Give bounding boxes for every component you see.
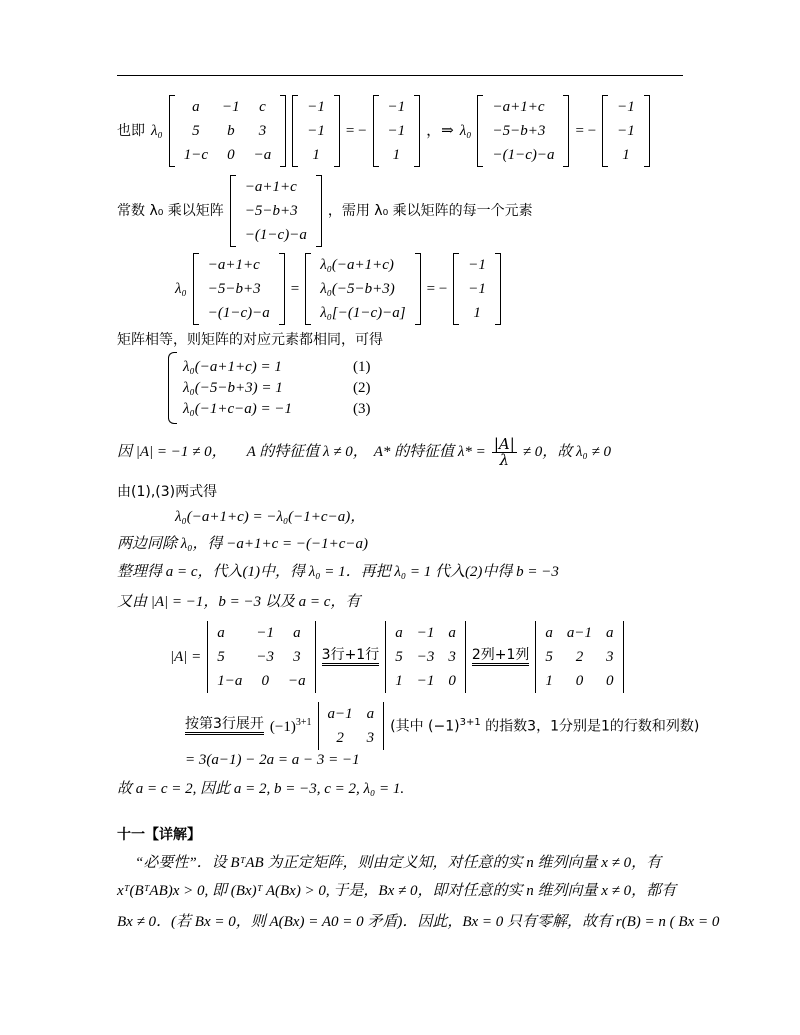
det-2x2: a−1 a 2 3 [318, 702, 385, 750]
equation-row-1 [117, 95, 650, 167]
expand-note: (其中 $(-1)^{3+1}$ 的指数3，1分别是1的行数和列数) [390, 717, 700, 735]
text-again: 又由 |A| = −1，b = −3 以及 a = c，有 [117, 594, 361, 610]
matrix-row3b: λ₀(−a+1+c) λ₀(−5−b+3) λ₀[−(1−c)−a] [305, 253, 420, 325]
text-divide: 两边同除 λ₀，得 −a+1+c = −(−1+c−a) [117, 536, 368, 552]
row2-suffix: ，需用 λ₀ 乘以矩阵的每一个元素 [327, 203, 533, 219]
matrix-row3a: −a+1+c −5−b+3 −(1−c)−a [193, 253, 285, 325]
vector-row3: −1 −1 1 [453, 253, 501, 325]
equals-minus-2: = − [575, 122, 597, 139]
section-title: 十一【详解】 [117, 827, 201, 843]
conclusion: 故 a = c = 2, 因此 a = 2, b = −3, c = 2, λ₀ = 1. [117, 781, 405, 797]
det-d3: a a−1 a 5 2 3 1 0 0 [535, 621, 623, 693]
row1-prefix: 也即 [117, 123, 145, 139]
vector-v3: −1 −1 1 [602, 95, 650, 167]
matrix-m2: −a+1+c −5−b+3 −(1−c)−a [477, 95, 569, 167]
lambda0-2: λ₀ [459, 122, 472, 139]
equation-system: λ₀(−a+1+c) = 1 (1) λ₀(−5−b+3) = 1 (2) λ₀(−1+c−a) = −1 (3) [168, 352, 371, 424]
eq-result: = 3(a−1) − 2a = a − 3 = −1 [185, 752, 360, 768]
line-because: 因 |A| = −1 ≠ 0， A 的特征值 λ ≠ 0， A* 的特征值 λ* = $\frac{|A|}{\lambda}$ ≠ 0，故 λ₀ ≠ 0 [117, 435, 611, 469]
row2-prefix: 常数 λ₀ 乘以矩阵 [117, 203, 224, 219]
col-op-2: 2列+1列 [472, 648, 530, 666]
implies: ，⇒ [426, 122, 454, 139]
header-rule [117, 75, 683, 76]
equation-row-2 [117, 175, 533, 247]
para-3: Bx ≠ 0．(若 Bx = 0，则 A(Bx) = A0 = 0 矛盾)．因此，Bx = 0 只有零解，故有 r(B) = n ( Bx = 0 [117, 914, 720, 930]
row-op-1: 3行+1行 [322, 648, 380, 666]
matrix-row2: −a+1+c −5−b+3 −(1−c)−a [230, 175, 322, 247]
matrix-m1: a −1 c 5 b 3 1−c 0 −a [169, 95, 287, 167]
expand-op: 按第3行展开 [185, 717, 264, 735]
lambda0: λ₀ [151, 122, 163, 139]
fraction-A-over-lambda: $\frac{|A|}{\lambda}$ [493, 435, 515, 469]
det-d2: a −1 a 5 −3 3 1 −1 0 [385, 621, 466, 693]
para-2: xᵀ(BᵀAB)x > 0, 即 (Bx)ᵀ A(Bx) > 0, 于是，Bx ≠ 0，即对任意的实 n 维列向量 x ≠ 0，都有 [117, 883, 677, 899]
eq-13: λ₀(−a+1+c) = −λ₀(−1+c−a)， [175, 509, 366, 525]
para-1: “必要性”．设 BᵀAB 为正定矩阵，则由定义知，对任意的实 n 维列向量 x ≠ 0，有 [135, 855, 662, 871]
equation-row-3: λ₀ −a+1+c −5−b+3 −(1−c)−a = λ₀(−a+1+c) λ₀(−5−b+3) λ₀[−(1−c)−a] = − −1 −1 1 [175, 253, 501, 325]
lambda0-3: λ₀ [175, 280, 187, 297]
text-from13: 由(1),(3)两式得 [117, 484, 218, 500]
equals-minus: = − [345, 122, 367, 139]
vector-v2: −1 −1 1 [373, 95, 421, 167]
det-d1: a −1 a 5 −3 3 1−a 0 −a [207, 621, 315, 693]
text-arrange: 整理得 a = c，代入(1)中，得 λ₀ = 1．再把 λ₀ = 1 代入(2)中得 b = −3 [117, 564, 559, 580]
determinant-row: |A| = a −1 a 5 −3 3 1−a 0 −a 3行+1行 a −1 a 5 −3 3 1 −1 0 2列+1列 a a−1 a 5 2 3 1 0 0 [170, 621, 624, 693]
text-matrix-equal: 矩阵相等，则矩阵的对应元素都相同，可得 [117, 332, 383, 348]
vector-v1: −1 −1 1 [292, 95, 340, 167]
expand-row: 按第3行展开 $(-1)^{3+1}$ a−1 a 2 3 (其中 $(-1)^{3+1}$ 的指数3，1分别是1的行数和列数) [185, 702, 699, 750]
